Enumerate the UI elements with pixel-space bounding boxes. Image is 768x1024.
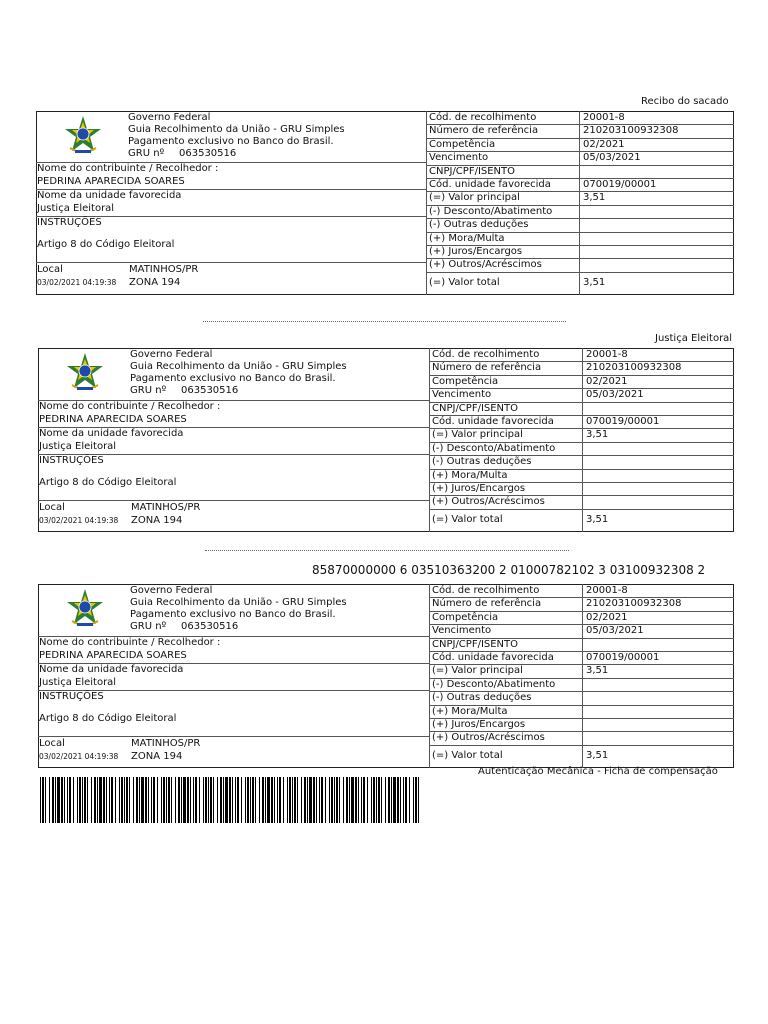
field-label: CNPJ/CPF/ISENTO (429, 165, 516, 177)
payment-note: Pagamento exclusivo no Banco do Brasil. (130, 373, 336, 384)
field-value: 3,51 (586, 429, 609, 441)
field-value: 210203100932308 (586, 362, 682, 374)
field-label: (+) Mora/Multa (429, 232, 505, 244)
field-value: 20001-8 (586, 349, 628, 360)
zone-value: ZONA 194 (129, 276, 181, 288)
payer-label: Nome do contribuinte / Recolhedor : (39, 401, 221, 412)
gru-number: 063530516 (181, 385, 239, 396)
field-label: Vencimento (429, 152, 489, 164)
timestamp: 03/02/2021 04:19:38 (39, 751, 119, 761)
gov-title: Governo Federal (128, 112, 211, 123)
local-label: Local (37, 263, 63, 275)
field-label: Vencimento (432, 389, 492, 401)
field-label: Cód. de recolhimento (432, 585, 540, 596)
gov-title: Governo Federal (130, 585, 213, 596)
slip-caption: Recibo do sacado (641, 96, 729, 107)
field-label: (+) Mora/Multa (432, 469, 508, 481)
field-label: (-) Desconto/Abatimento (429, 205, 553, 217)
local-value: MATINHOS/PR (131, 501, 201, 513)
barcode (40, 777, 420, 823)
field-value: 210203100932308 (586, 598, 682, 610)
field-label: Competência (432, 611, 499, 623)
gru-label: GRU nº (130, 621, 167, 632)
local-value: MATINHOS/PR (131, 737, 201, 749)
field-value: 20001-8 (583, 112, 625, 123)
field-label: (+) Juros/Encargos (432, 483, 526, 494)
coat-of-arms-icon (62, 115, 104, 157)
field-value: 3,51 (583, 192, 606, 204)
field-label: Cód. unidade favorecida (432, 652, 554, 663)
payer-label: Nome do contribuinte / Recolhedor : (39, 637, 221, 648)
field-value: 05/03/2021 (583, 152, 641, 164)
barcode-number: 85870000000 6 03510363200 2 01000782102 3 03100932308 2 (312, 563, 706, 577)
payment-note: Pagamento exclusivo no Banco do Brasil. (130, 609, 336, 620)
unit-name: Justiça Eleitoral (37, 202, 115, 214)
field-value: 02/2021 (586, 375, 628, 387)
field-label: (+) Outros/Acréscimos (429, 259, 542, 271)
payer-label: Nome do contribuinte / Recolhedor : (37, 163, 219, 174)
authentication-caption: Autenticação Mecânica - Ficha de compensação (478, 766, 718, 777)
field-label: (-) Desconto/Abatimento (432, 442, 556, 454)
local-label: Local (39, 501, 65, 513)
field-label: (-) Outras deduções (429, 219, 529, 231)
field-label: CNPJ/CPF/ISENTO (432, 402, 519, 414)
guide-title: Guia Recolhimento da União - GRU Simples (128, 124, 345, 135)
field-value: 070019/00001 (586, 652, 660, 663)
guide-title: Guia Recolhimento da União - GRU Simples (130, 597, 347, 608)
guide-title: Guia Recolhimento da União - GRU Simples (130, 361, 347, 372)
field-label: Número de referência (432, 362, 542, 374)
field-label: (=) Valor total (429, 276, 500, 288)
field-label: (+) Juros/Encargos (432, 719, 526, 730)
field-value: 02/2021 (586, 611, 628, 623)
field-label: (+) Mora/Multa (432, 705, 508, 717)
unit-label: Nome da unidade favorecida (39, 427, 184, 439)
field-label: CNPJ/CPF/ISENTO (432, 638, 519, 650)
field-label: Competência (429, 138, 496, 150)
field-label: (+) Juros/Encargos (429, 246, 523, 257)
field-value: 070019/00001 (583, 179, 657, 190)
field-value: 05/03/2021 (586, 625, 644, 637)
payer-name: PEDRINA APARECIDA SOARES (37, 176, 185, 187)
gru-label: GRU nº (130, 385, 167, 396)
field-label: (=) Valor total (432, 749, 503, 761)
unit-name: Justiça Eleitoral (39, 676, 117, 688)
local-label: Local (39, 737, 65, 749)
zone-value: ZONA 194 (131, 514, 183, 526)
unit-label: Nome da unidade favorecida (39, 663, 184, 675)
coat-of-arms-icon (64, 588, 106, 630)
instructions-label: INSTRUÇÕES (39, 454, 104, 466)
slip-caption: Justiça Eleitoral (655, 333, 733, 344)
field-label: Cód. de recolhimento (432, 349, 540, 360)
field-label: Número de referência (432, 598, 542, 610)
field-label: (=) Valor total (432, 513, 503, 525)
timestamp: 03/02/2021 04:19:38 (39, 515, 119, 525)
coat-of-arms-icon (64, 352, 106, 394)
payment-note: Pagamento exclusivo no Banco do Brasil. (128, 136, 334, 147)
payer-name: PEDRINA APARECIDA SOARES (39, 414, 187, 425)
instructions-text: Artigo 8 do Código Eleitoral (37, 238, 175, 250)
field-value: 20001-8 (586, 585, 628, 596)
field-value: 210203100932308 (583, 125, 679, 137)
field-value: 3,51 (586, 665, 609, 677)
field-value: 070019/00001 (586, 416, 660, 427)
field-label: (-) Outras deduções (432, 456, 532, 468)
payer-name: PEDRINA APARECIDA SOARES (39, 650, 187, 661)
instructions-text: Artigo 8 do Código Eleitoral (39, 712, 177, 724)
instructions-label: INSTRUÇÕES (37, 216, 102, 228)
field-label: (=) Valor principal (429, 192, 520, 204)
field-label: (+) Outros/Acréscimos (432, 496, 545, 508)
instructions-label: INSTRUÇÕES (39, 690, 104, 702)
field-label: (-) Outras deduções (432, 692, 532, 704)
field-label: (=) Valor principal (432, 665, 523, 677)
unit-name: Justiça Eleitoral (39, 440, 117, 452)
field-label: (+) Outros/Acréscimos (432, 732, 545, 744)
timestamp: 03/02/2021 04:19:38 (37, 277, 117, 287)
instructions-text: Artigo 8 do Código Eleitoral (39, 476, 177, 488)
field-value: 02/2021 (583, 138, 625, 150)
field-label: (-) Desconto/Abatimento (432, 678, 556, 690)
field-label: Cód. unidade favorecida (429, 179, 551, 190)
field-label: Competência (432, 375, 499, 387)
field-label: Cód. unidade favorecida (432, 416, 554, 427)
local-value: MATINHOS/PR (129, 263, 199, 275)
field-label: Cód. de recolhimento (429, 112, 537, 123)
gru-label: GRU nº (128, 148, 165, 159)
gov-title: Governo Federal (130, 349, 213, 360)
field-value: 05/03/2021 (586, 389, 644, 401)
gru-number: 063530516 (179, 148, 237, 159)
field-label: (=) Valor principal (432, 429, 523, 441)
zone-value: ZONA 194 (131, 750, 183, 762)
unit-label: Nome da unidade favorecida (37, 189, 182, 201)
gru-number: 063530516 (181, 621, 239, 632)
field-value: 3,51 (586, 513, 609, 525)
field-label: Vencimento (432, 625, 492, 637)
field-label: Número de referência (429, 125, 539, 137)
field-value: 3,51 (586, 749, 609, 761)
field-value: 3,51 (583, 276, 606, 288)
